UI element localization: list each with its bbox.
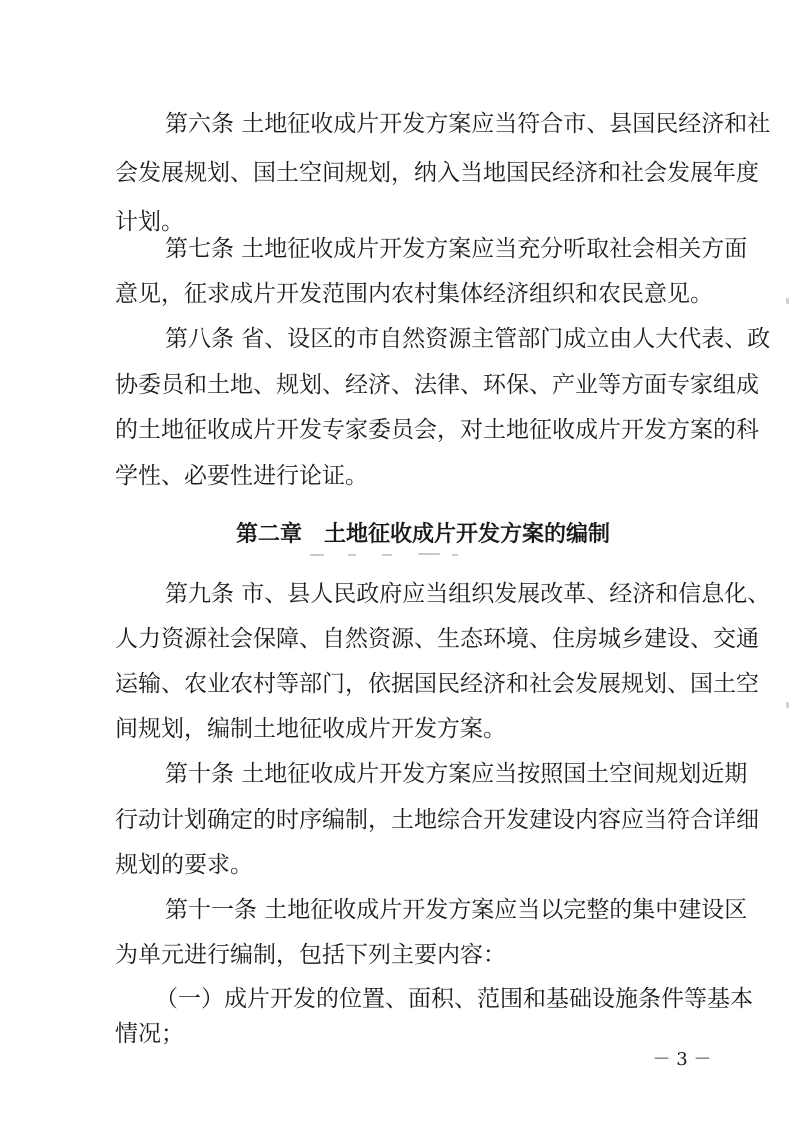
line-text: 学性、必要性进行论证。	[115, 463, 368, 489]
text-line	[0, 410, 793, 450]
line-text: 第十条 土地征收成片开发方案应当按照国土空间规划近期	[165, 761, 748, 787]
line-text: 第八条 省、设区的市自然资源主管部门成立由人大代表、政	[165, 326, 771, 352]
line-text: 运输、农业农村等部门，依据国民经济和社会发展规划、国土空	[115, 671, 759, 697]
line-text: （一）成片开发的位置、面积、范围和基础设施条件等基本	[155, 986, 753, 1012]
line-text: 情况；	[115, 1021, 184, 1047]
line-text: 的土地征收成片开发专家委员会，对土地征收成片开发方案的科	[115, 417, 759, 443]
text-line	[0, 979, 793, 1019]
text-line	[0, 274, 793, 314]
text-line	[0, 800, 793, 840]
text-line	[0, 845, 793, 885]
scan-mark	[786, 702, 789, 708]
chapter-heading	[0, 515, 793, 555]
page-number: － 3 －	[652, 1049, 712, 1070]
text-line	[0, 890, 793, 930]
line-text: 规划的要求。	[115, 852, 253, 878]
scan-smudge	[310, 551, 480, 561]
chapter-heading-text: 第二章 土地征收成片开发方案的编制	[236, 522, 611, 547]
line-text: 为单元进行编制，包括下列主要内容：	[115, 942, 506, 968]
text-line	[0, 619, 793, 659]
text-line	[0, 319, 793, 359]
line-text: 人力资源社会保障、自然资源、生态环境、住房城乡建设、交通	[115, 626, 759, 652]
line-text: 第九条 市、县人民政府应当组织发展改革、经济和信息化、	[165, 581, 771, 607]
text-line	[0, 365, 793, 405]
text-line	[0, 935, 793, 975]
line-text: 协委员和土地、规划、经济、法律、环保、产业等方面专家组成	[115, 372, 759, 398]
text-line	[0, 664, 793, 704]
line-text: 计划。	[115, 209, 184, 235]
text-line	[0, 153, 793, 193]
text-line	[0, 229, 793, 269]
text-line	[0, 709, 793, 749]
text-line	[0, 754, 793, 794]
line-text: 会发展规划、国土空间规划，纳入当地国民经济和社会发展年度	[115, 160, 759, 186]
line-text: 第六条 土地征收成片开发方案应当符合市、县国民经济和社	[165, 111, 771, 137]
text-line	[0, 574, 793, 614]
line-text: 第七条 土地征收成片开发方案应当充分听取社会相关方面	[165, 236, 748, 262]
line-text: 第十一条 土地征收成片开发方案应当以完整的集中建设区	[165, 897, 748, 923]
text-line	[0, 456, 793, 496]
text-line	[0, 104, 793, 144]
line-text: 行动计划确定的时序编制，土地综合开发建设内容应当符合详细	[115, 807, 759, 833]
line-text: 间规划，编制土地征收成片开发方案。	[115, 716, 506, 742]
line-text: 意见，征求成片开发范围内农村集体经济组织和农民意见。	[115, 281, 713, 307]
scan-mark	[786, 298, 789, 304]
